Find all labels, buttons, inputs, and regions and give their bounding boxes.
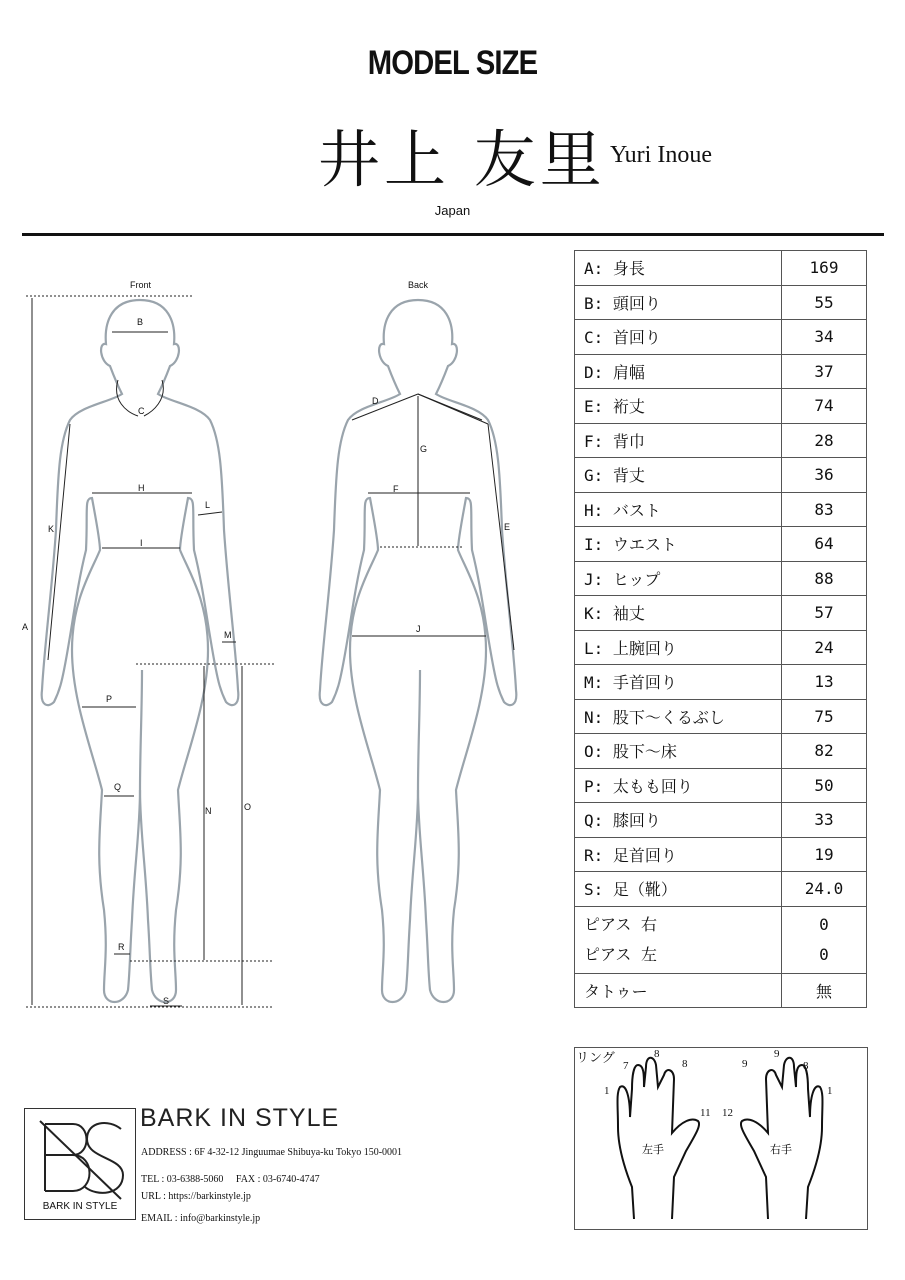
body-measurement-diagram (0, 270, 570, 1030)
label-R: R (118, 942, 125, 952)
measurement-row (575, 561, 867, 596)
piercing-right-label: ピアス 右 (584, 914, 657, 934)
label-L: L (205, 500, 211, 510)
measurement-row (575, 320, 867, 355)
measurement-row (575, 768, 867, 803)
measurement-row (575, 665, 867, 700)
company-email[interactable]: EMAIL : info@barkinstyle.jp (141, 1213, 261, 1224)
measurement-row (575, 285, 867, 320)
model-country: Japan (434, 203, 471, 218)
measurement-label: J: ヒップ (575, 561, 782, 596)
tattoo-label: タトゥー (575, 973, 782, 1008)
ring-left-index: 7 (623, 1060, 629, 1072)
company-url[interactable]: URL : https://barkinstyle.jp (141, 1191, 251, 1202)
label-I: I (140, 538, 143, 548)
measurement-label: O: 股下～床 (575, 734, 782, 769)
label-S: S (163, 996, 170, 1006)
label-B: B (137, 317, 144, 327)
model-name-japanese: 井上 友里 (318, 123, 606, 196)
measurement-row (575, 354, 867, 389)
measurement-label: G: 背丈 (575, 458, 782, 493)
company-address: ADDRESS : 6F 4-32-12 Jinguumae Shibuya-ku Tokyo 150-0001 (141, 1147, 403, 1158)
measurement-value: 88 (782, 561, 867, 596)
ring-right-ring: 9 (742, 1058, 748, 1070)
piercing-left-label: ピアス 左 (584, 944, 657, 964)
measurement-value: 55 (782, 285, 867, 320)
measurement-label: K: 袖丈 (575, 596, 782, 631)
ring-right-middle: 9 (774, 1048, 780, 1060)
ring-right-pinky: 12 (722, 1107, 733, 1119)
measurement-label: E: 裄丈 (575, 389, 782, 424)
header-divider (22, 233, 884, 236)
back-label: Back (408, 280, 429, 290)
tattoo-row (575, 973, 867, 1008)
measurement-label: S: 足（靴） (575, 872, 782, 907)
front-body-outline (42, 300, 142, 1002)
ring-label: リング (576, 1051, 615, 1066)
measurement-label: H: バスト (575, 492, 782, 527)
label-F: F (393, 484, 399, 494)
ring-left-ring: 8 (682, 1058, 688, 1070)
piercing-left-value: 0 (819, 944, 829, 964)
measurement-row (575, 423, 867, 458)
label-M: M (224, 630, 232, 640)
right-hand-label: 右手 (770, 1144, 792, 1156)
ring-left-thumb: 1 (604, 1085, 610, 1097)
label-K: K (48, 524, 55, 534)
measurement-row (575, 699, 867, 734)
measurement-value: 64 (782, 527, 867, 562)
brand-name: BARK IN STYLE (140, 1104, 340, 1132)
piercing-row (575, 906, 867, 973)
measurement-value: 36 (782, 458, 867, 493)
measurement-row (575, 458, 867, 493)
measurement-value: 82 (782, 734, 867, 769)
company-phone: TEL : 03-6388-5060 FAX : 03-6740-4747 (141, 1174, 320, 1185)
measurement-value: 169 (782, 251, 867, 286)
right-hand-outline (741, 1058, 823, 1219)
label-G: G (420, 444, 428, 454)
measurement-label: A: 身長 (575, 251, 782, 286)
measurement-row (575, 803, 867, 838)
label-O: O (244, 802, 252, 812)
logo-caption: BARK IN STYLE (42, 1201, 118, 1212)
measurement-row (575, 389, 867, 424)
page-title: MODEL SIZE (367, 44, 538, 82)
measurement-value: 50 (782, 768, 867, 803)
measurement-value: 75 (782, 699, 867, 734)
measurement-row (575, 492, 867, 527)
label-N: N (205, 806, 212, 816)
measurement-label: Q: 膝回り (575, 803, 782, 838)
ring-left-middle: 8 (654, 1048, 660, 1060)
company-logo (24, 1108, 136, 1220)
measurement-row (575, 527, 867, 562)
front-body-outline-right (140, 300, 238, 1002)
measurement-value: 83 (782, 492, 867, 527)
measurement-label: R: 足首回り (575, 837, 782, 872)
measurement-row (575, 734, 867, 769)
measurement-row (575, 596, 867, 631)
measurement-value: 37 (782, 354, 867, 389)
left-hand-label: 左手 (642, 1144, 664, 1156)
measurement-label: D: 肩幅 (575, 354, 782, 389)
measurement-value: 28 (782, 423, 867, 458)
measurement-label: M: 手首回り (575, 665, 782, 700)
label-D: D (372, 396, 379, 406)
measurements-table (574, 250, 867, 1008)
ring-left-pinky: 11 (700, 1107, 711, 1119)
measurement-value: 57 (782, 596, 867, 631)
tattoo-value: 無 (782, 973, 867, 1008)
measurement-row (575, 837, 867, 872)
piercing-right-value: 0 (819, 914, 829, 934)
measurement-value: 13 (782, 665, 867, 700)
measurement-value: 24 (782, 630, 867, 665)
model-name-english: Yuri Inoue (610, 142, 712, 168)
left-hand-outline (618, 1058, 700, 1219)
measurement-row (575, 251, 867, 286)
label-H: H (138, 483, 145, 493)
measurement-label: B: 頭回り (575, 285, 782, 320)
label-P: P (106, 694, 113, 704)
measurement-label: I: ウエスト (575, 527, 782, 562)
measurement-row (575, 872, 867, 907)
front-label: Front (130, 280, 152, 290)
ring-right-index: 8 (803, 1060, 809, 1072)
measurement-label: P: 太もも回り (575, 768, 782, 803)
back-body-outline (320, 300, 420, 1002)
measurement-value: 24.0 (782, 872, 867, 907)
ring-right-thumb: 1 (827, 1085, 833, 1097)
measurement-value: 34 (782, 320, 867, 355)
label-A: A (22, 622, 29, 632)
label-C: C (138, 406, 145, 416)
measurement-value: 33 (782, 803, 867, 838)
label-J: J (416, 624, 421, 634)
measurement-label: C: 首回り (575, 320, 782, 355)
hands-diagram (574, 1047, 866, 1228)
label-Q: Q (114, 782, 122, 792)
label-E: E (504, 522, 511, 532)
measurement-label: N: 股下～くるぶし (575, 699, 782, 734)
measurement-label: L: 上腕回り (575, 630, 782, 665)
measurement-value: 19 (782, 837, 867, 872)
measurement-value: 74 (782, 389, 867, 424)
measurement-row (575, 630, 867, 665)
measurement-label: F: 背巾 (575, 423, 782, 458)
back-body-outline-right (418, 300, 516, 1002)
